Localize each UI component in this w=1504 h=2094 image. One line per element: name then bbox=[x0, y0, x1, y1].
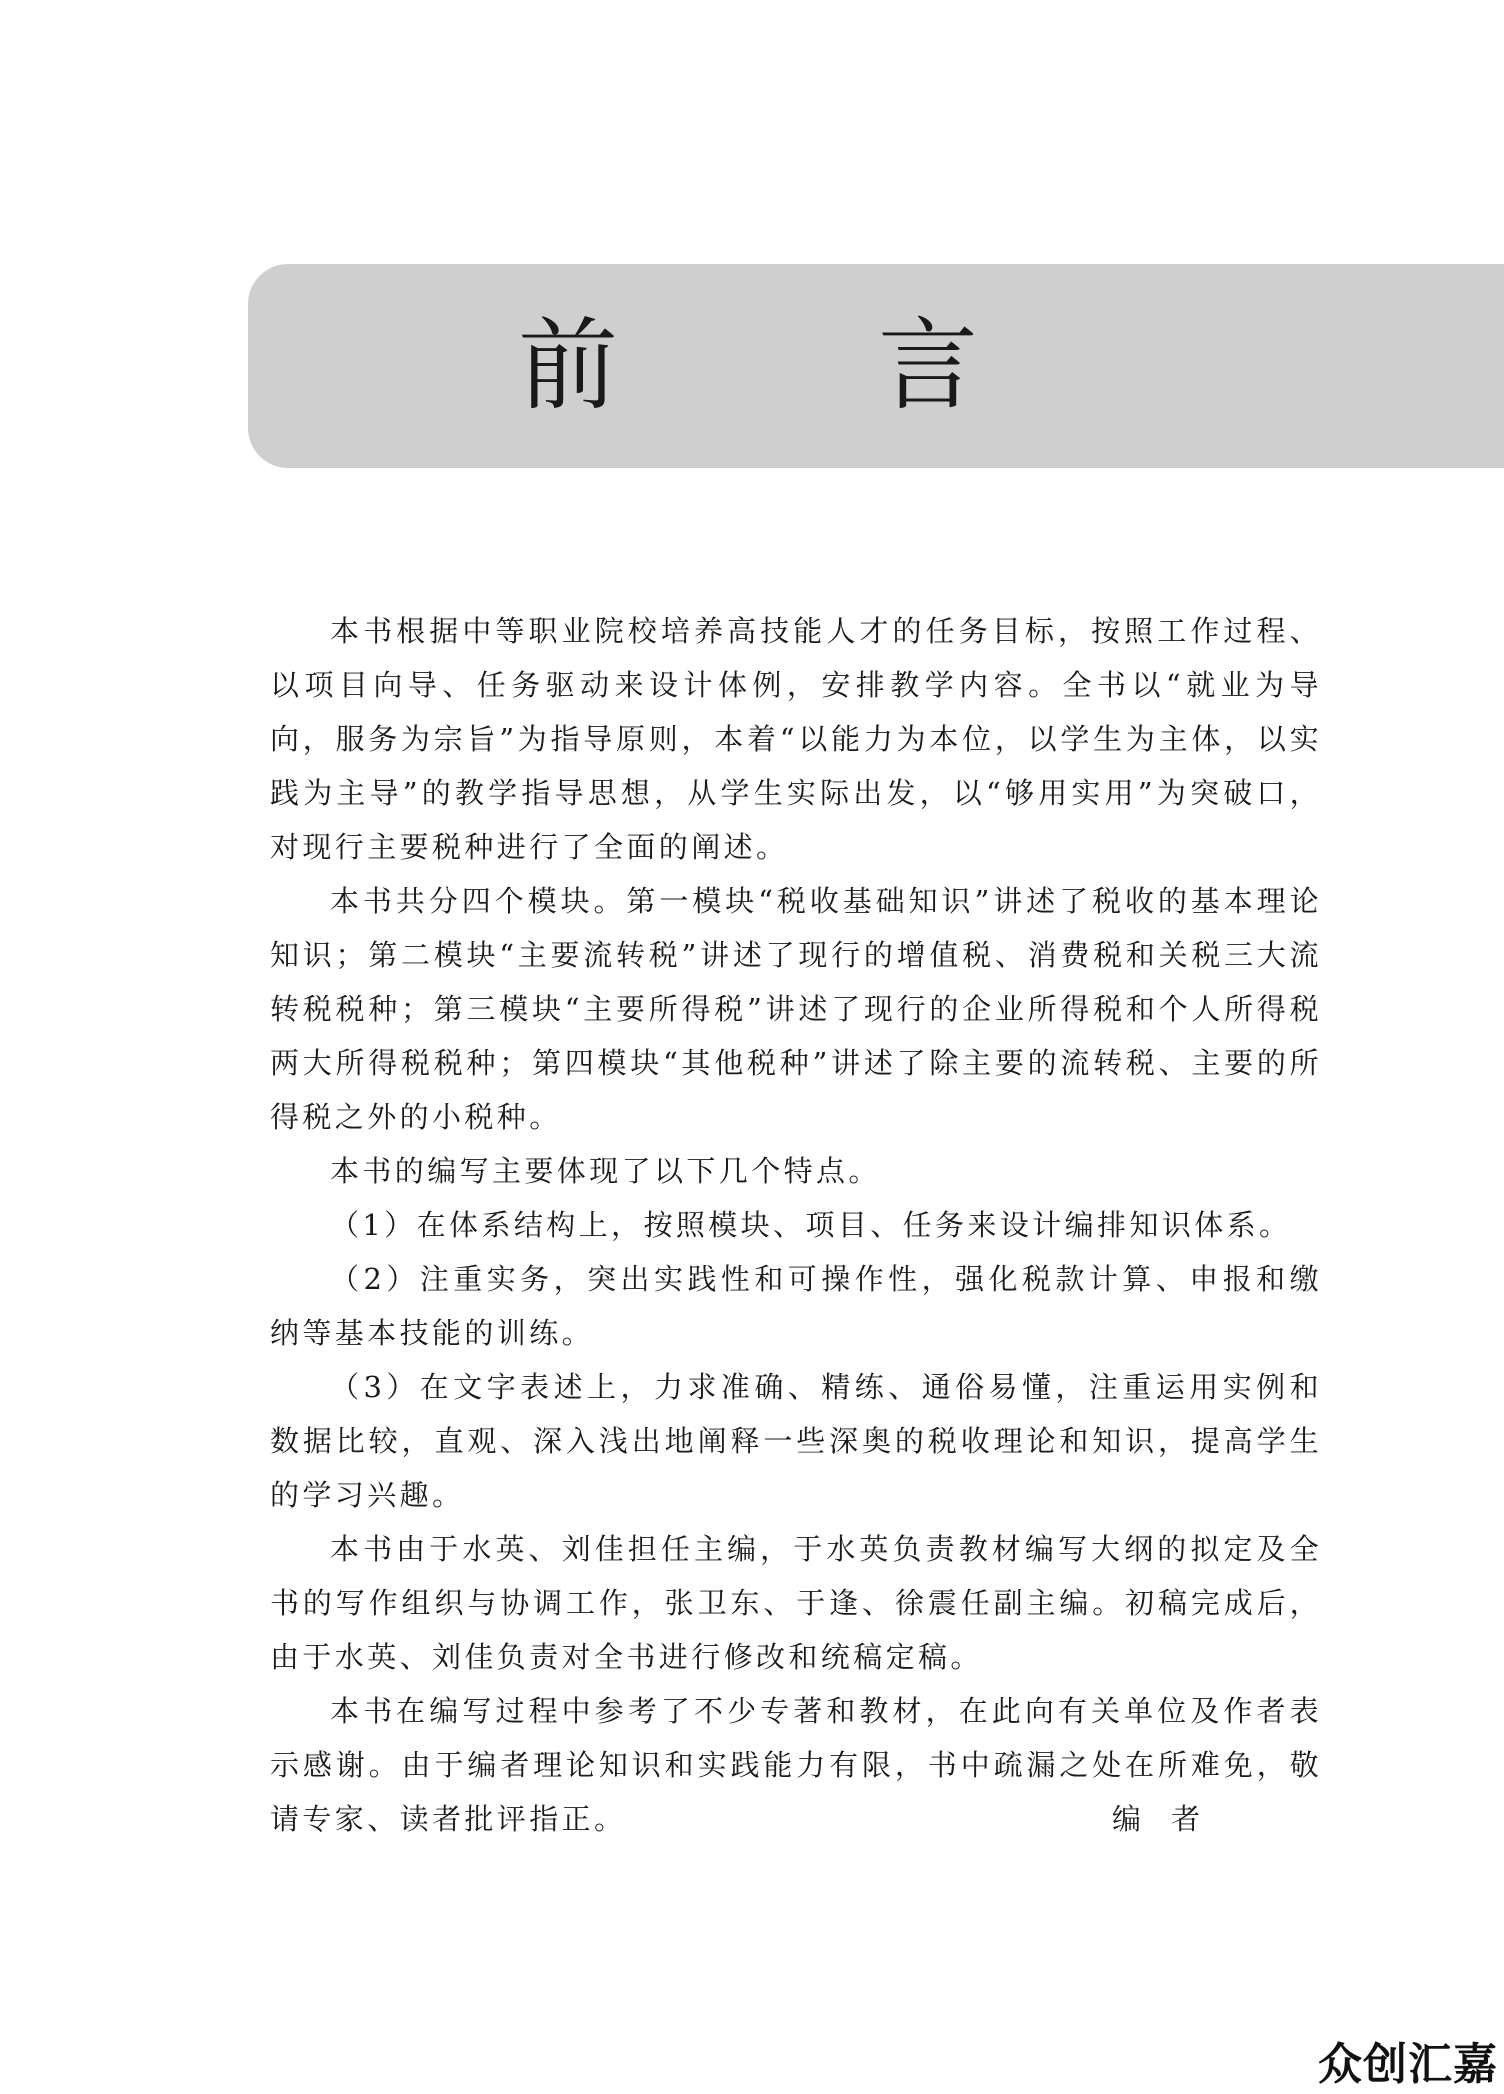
paragraph: 本书共分四个模块。第一模块“税收基础知识”讲述了税收的基本理论知识；第二模块“主要流转税”讲述了现行的增值税、消费税和关税三大流转税税种；第三模块“主要所得税”讲述了现行的企业所得税和个人所得税两大所得税税种；第四模块“其他税种”讲述了除主要的流转税、主要的所得税之外的小税种。 bbox=[270, 884, 1322, 1134]
paragraph: （2）注重实务，突出实践性和可操作性，强化税款计算、申报和缴纳等基本技能的训练。 bbox=[270, 1262, 1322, 1350]
paragraph: 本书的编写主要体现了以下几个特点。 bbox=[330, 1154, 881, 1188]
preface-body bbox=[270, 604, 1322, 1846]
paragraph: 本书由于水英、刘佳担任主编，于水英负责教材编写大纲的拟定及全书的写作组织与协调工作，张卫东、于逢、徐震任副主编。初稿完成后，由于水英、刘佳负责对全书进行修改和统稿定稿。 bbox=[270, 1532, 1322, 1674]
title-band bbox=[248, 264, 1504, 468]
paragraph: 本书根据中等职业院校培养高技能人才的任务目标，按照工作过程、以项目向导、任务驱动来设计体例，安排教学内容。全书以“就业为导向，服务为宗旨”为指导原则，本着“以能力为本位，以学生为主体，以实践为主导”的教学指导思想，从学生实际出发，以“够用实用”为突破口，对现行主要税种进行了全面的阐述。 bbox=[270, 614, 1322, 864]
watermark: 众创汇嘉 bbox=[1318, 2039, 1498, 2090]
paragraph: 本书在编写过程中参考了不少专著和教材，在此向有关单位及作者表示感谢。由于编者理论知识和实践能力有限，书中疏漏之处在所难免，敬请专家、读者批评指正。 bbox=[270, 1694, 1322, 1836]
author-signature: 编者 bbox=[1112, 1802, 1231, 1836]
paragraph: （1）在体系结构上，按照模块、项目、任务来设计编排知识体系。 bbox=[330, 1208, 1292, 1242]
paragraph: （3）在文字表述上，力求准确、精练、通俗易懂，注重运用实例和数据比较，直观、深入浅出地阐释一些深奥的税收理论和知识，提高学生的学习兴趣。 bbox=[270, 1370, 1322, 1512]
page-title: 前 言 bbox=[518, 307, 1058, 424]
